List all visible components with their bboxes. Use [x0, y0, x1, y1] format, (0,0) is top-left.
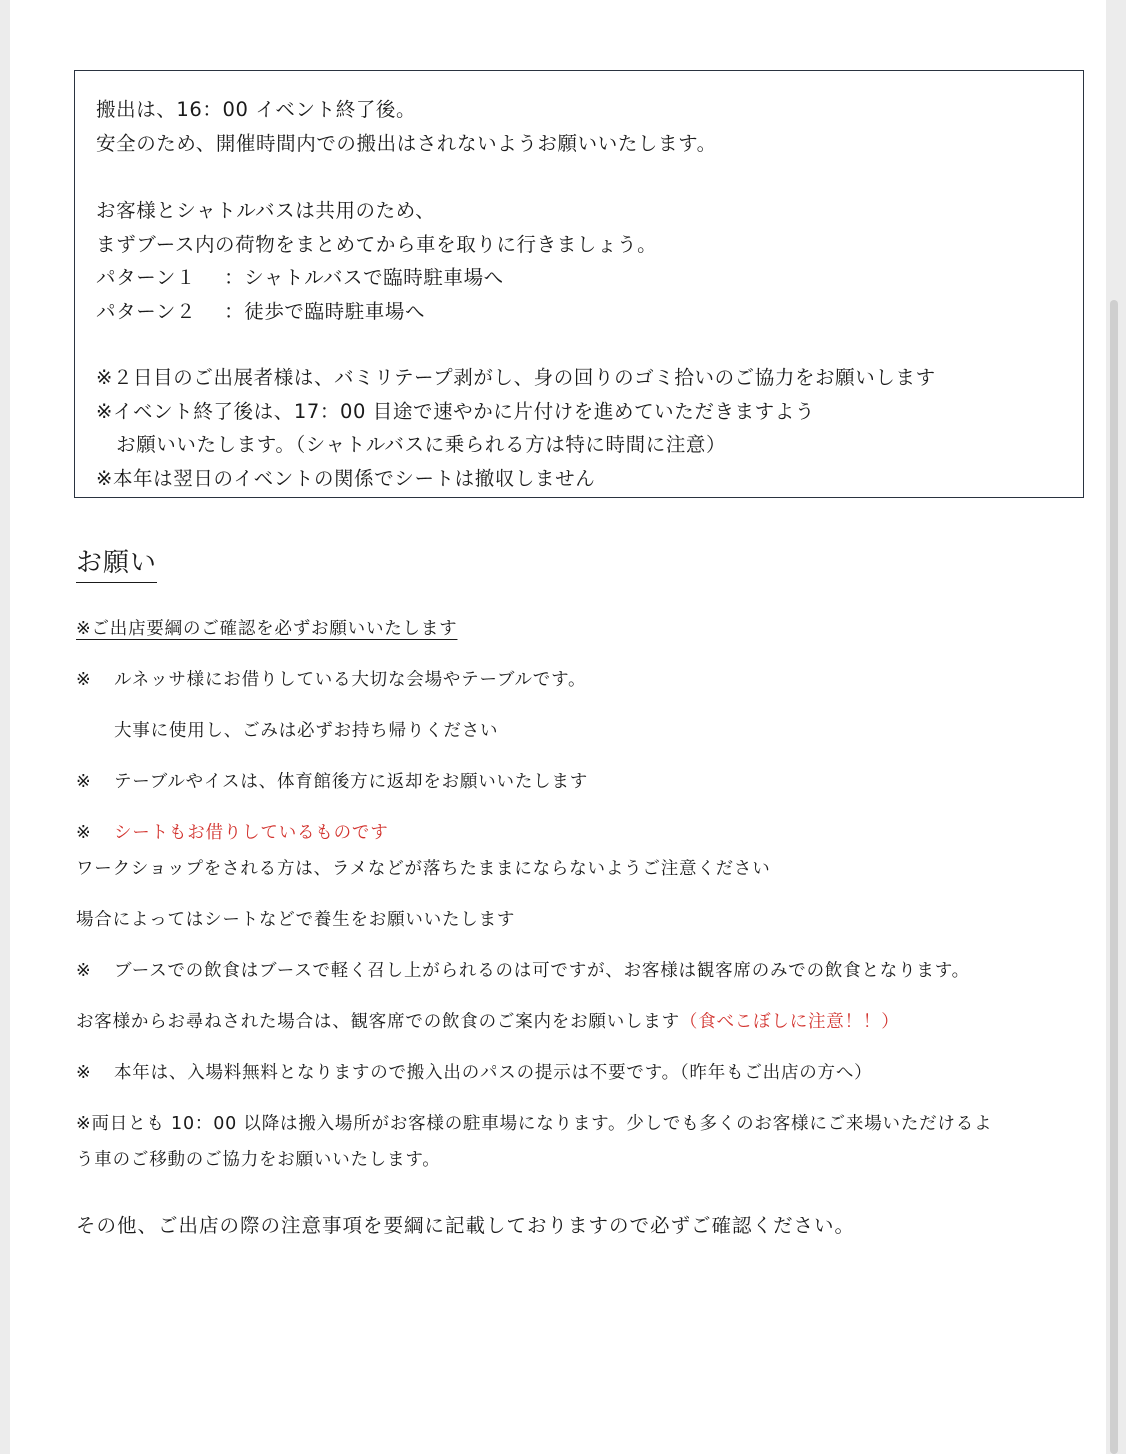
note-mark: ※: [76, 1063, 92, 1083]
request-item: ※両日とも 10：00 以降は搬入場所がお客様の駐車場になります。少しでも多くのお客様にご来場いただけるよ: [76, 1114, 993, 1134]
request-item: 大事に使用し、ごみは必ずお持ち帰りください: [114, 721, 499, 741]
request-item-text: ルネッサ様にお借りしている大切な会場やテーブルです。: [114, 670, 587, 690]
closing-note: その他、ご出店の際の注意事項を要綱に記載しておりますので必ずご確認ください。: [76, 1214, 856, 1237]
note-mark: ※: [76, 961, 92, 981]
section-heading: お願い: [76, 546, 157, 583]
request-item: [76, 669, 586, 691]
request-item: [76, 960, 970, 982]
notice-line: ※本年は翌日のイベントの関係でシートは撤収しません: [96, 467, 596, 490]
request-item-text: ブースでの飲食はブースで軽く召し上がられるのは可ですが、お客様は観客席のみでの飲食となります。: [114, 961, 970, 981]
request-item-text: 本年は、入場料無料となりますので搬入出のパスの提示は不要です。（昨年もご出店の方へ）: [114, 1063, 873, 1083]
request-item: [76, 771, 588, 793]
pattern-text: ：シャトルバスで臨時駐車場へ: [224, 266, 504, 289]
request-item: [76, 822, 389, 844]
notice-line: ※２日目のご出展者様は、バミリテープ剥がし、身の回りのゴミ拾いのご協力をお願いします: [96, 366, 936, 389]
notice-line: 安全のため、開催時間内での搬出はされないようお願いいたします。: [96, 132, 717, 155]
notice-line: 搬出は、16：00 イベント終了後。: [96, 98, 417, 121]
note-mark: ※: [76, 823, 92, 843]
request-item-text: テーブルやイスは、体育館後方に返却をお願いいたします: [114, 772, 589, 792]
pattern-text: ：徒歩で臨時駐車場へ: [224, 300, 426, 323]
notice-line: まずブース内の荷物をまとめてから車を取りに行きましょう。: [96, 233, 658, 256]
pattern-row: [96, 266, 504, 290]
pattern-row: [96, 300, 425, 324]
notice-line: お客様とシャトルバスは共用のため、: [96, 199, 436, 222]
request-item: 場合によってはシートなどで養生をお願いいたします: [76, 910, 516, 930]
note-mark: ※: [76, 772, 92, 792]
notice-line: お願いいたします。（シャトルバスに乗られる方は特に時間に注意）: [96, 433, 727, 456]
scrollbar-thumb[interactable]: [1110, 300, 1118, 1454]
request-item: う車のご移動のご協力をお願いいたします。: [76, 1150, 441, 1170]
request-item-text: お客様からお尋ねされた場合は、観客席での飲食のご案内をお願いします: [76, 1012, 680, 1032]
request-item: [76, 1062, 872, 1084]
pattern-label: パターン２: [96, 300, 197, 323]
note-mark: ※: [76, 670, 92, 690]
request-item: [76, 1011, 900, 1033]
guideline-confirm-link[interactable]: ※ご出店要綱のご確認を必ずお願いいたします: [76, 619, 458, 639]
pattern-label: パターン１: [96, 266, 197, 289]
request-item: ワークショップをされる方は、ラメなどが落ちたままにならないようご注意ください: [76, 859, 771, 879]
request-item-text-highlight: （食べこぼしに注意！！）: [679, 1012, 900, 1032]
request-item-text-highlight: シートもお借りしているものです: [114, 823, 389, 843]
notice-line: ※イベント終了後は、17：00 目途で速やかに片付けを進めていただきますよう: [96, 400, 815, 423]
